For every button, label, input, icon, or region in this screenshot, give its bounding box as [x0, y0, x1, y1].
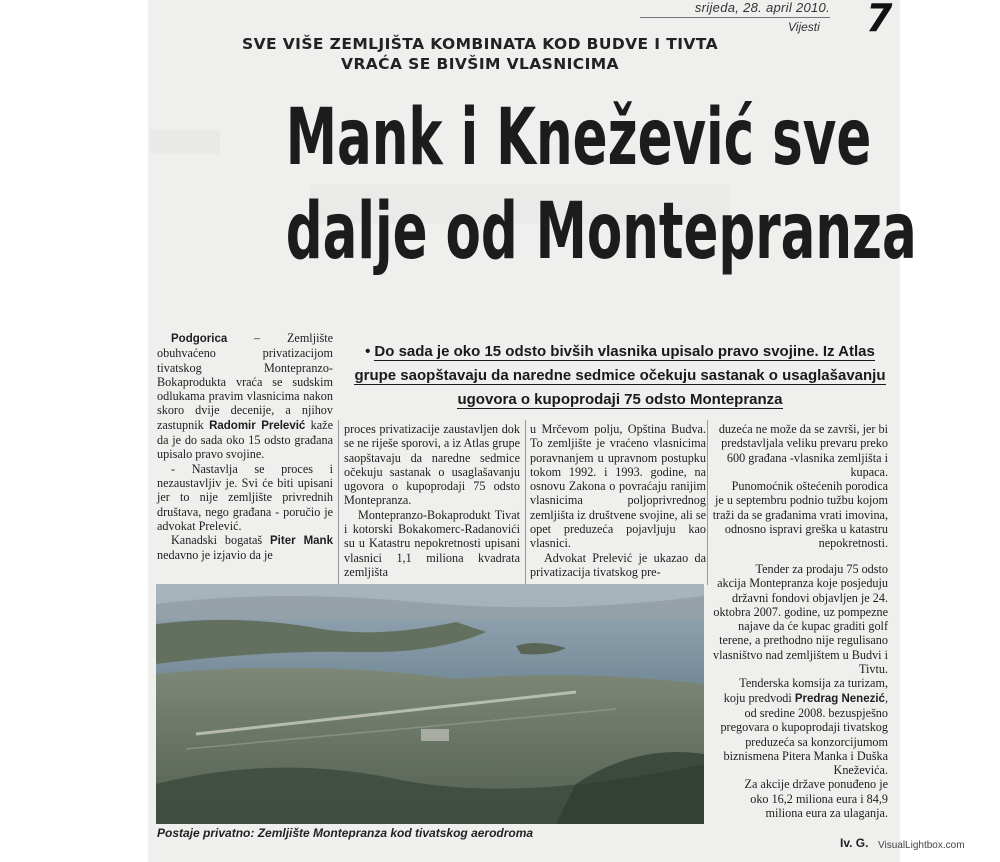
person-name: Piter Mank [270, 535, 333, 548]
paragraph: Montepranzo-Bokaprodukt Tivat i kotorski Bokakomerc-Radanovići su u Katastru nepokretnosti upisani vlasnici 1,1 miliona kvadrata zemljišta [344, 507, 520, 579]
photo-caption: Postaje privatno: Zemljište Montepranza kod tivatskog aerodroma [157, 826, 534, 840]
person-name: Predrag Nenezić [794, 692, 885, 705]
article-column-4 [712, 422, 888, 551]
paragraph: u Mrčevom polju, Opština Budva. To zemljište je vraćeno vlasnicima poravnanjem u upravnom postupku tokom 1992. i 1993. godine, na osnovu Zakona o povraćaju ranijim vlasnicima poljoprivrednog zemljišta iz društvene svojine, ali se opet preduzeća pojavljuju kao vlasnici. [530, 422, 706, 551]
column-rule [525, 420, 526, 585]
page-number: 7 [866, 0, 893, 40]
paragraph: Za akcije države ponuđeno je oko 16,2 miliona eura i 84,9 miliona eura za ulaganja. [744, 777, 888, 821]
paragraph: Punomoćnik oštećenih porodica je u septembru podnio tužbu kojom traži da se građanima vrati imovina, odnosno ispravi greška u katastru nepokretnosti. [712, 479, 888, 551]
paragraph: Advokat Prelević je ukazao da privatizacija tivatskog pre- [530, 550, 706, 579]
background-ghost-print [150, 130, 220, 154]
lead-line-2: grupe saopštavaju da naredne sedmice očekuju sastanak o usaglašavanju [354, 367, 886, 384]
headline-line-1: Mank i Knežević sve [285, 93, 872, 183]
author-signature: Iv. G. [840, 836, 869, 850]
issue-date: srijeda, 28. april 2010. [694, 0, 830, 15]
article-column-1: Podgorica – Zemljište obuhvaćeno privatizacijom tivatskog Montepranzo-Bokaprodukta vraća se sudskim odlukama pravim vlasnicima nakon skoro dvije decenije, a njihov zastupnik Radomir Prelević kaže da je do sada oko 15 odsto građana upisalo pravo svojine. - Nastavlja se proces i nezaustavljiv je. Svi će biti upisani jer to nije zemljište privrednih društava, nego građana - poručio je advokat Prelević. Kanadski bogataš Piter Mank nedavno je izjavio da je [157, 331, 333, 563]
paragraph: proces privatizacije zaustavljen dok se ne riješe sporovi, a iz Atlas grupe saopštavaju da naredne sedmice očekuju sastanak o usaglašavanju ugovora o kupoprodaji 75 odsto Montepranza. [344, 422, 520, 508]
dateline-city: Podgorica [171, 333, 228, 345]
column-rule [338, 420, 339, 585]
article-column-2 [344, 422, 520, 579]
masthead-rule [640, 17, 830, 18]
article-column-4-continued: Tender za prodaju 75 odsto akcija Montepranza koje posjeduju državni fondovi objavljen je 24. oktobra 2007. godine, uz pompezne najave da će kupac graditi golf terene, a prethodno nije regulisano vlasništvo nad zemljištem u Budvi i Tivtu. Tenderska komsija za turizam, koju predvodi Predrag Nenezić, od sredine 2008. bezuspješno pregovara o kupoprodaji tivatskog preduzeća sa konzorcijumom biznismena Pitera Manka i Duška Kneževića. Za akcije države ponuđeno je oko 16,2 miliona eura i 84,9 miliona eura za ulaganja. [710, 562, 888, 820]
kicker-line-2: VRAĆA SE BIVŠIM VLASNICIMA [341, 55, 619, 73]
headline-line-2: dalje od Montepranza [285, 187, 917, 277]
column-rule [707, 420, 708, 585]
article-column-3 [530, 422, 706, 579]
lead-paragraph [340, 340, 900, 412]
paragraph: - Nastavlja se proces i nezaustavljiv je. Svi će biti upisani jer to nije zemljište privrednih društava, nego građana - poručio je advokat Prelević. [157, 461, 333, 533]
kicker-line-1: SVE VIŠE ZEMLJIŠTA KOMBINATA KOD BUDVE I TIVTA [242, 35, 718, 53]
bullet-icon: • [365, 343, 371, 360]
kicker [230, 34, 730, 74]
lead-line-1: Do sada je oko 15 odsto bivših vlasnika upisalo pravo svojine. Iz Atlas [374, 343, 875, 360]
paragraph: Tender za prodaju 75 odsto akcija Montepranza koje posjeduju državni fondovi objavljen je 24. oktobra 2007. godine, uz pompezne najave da će kupac graditi golf terene, a prethodno nije regulisano vlasništvo nad zemljištem u Budvi i Tivtu. [712, 562, 888, 677]
aerial-photo-landscape [156, 584, 704, 824]
lead-line-3: ugovora o kupoprodaji 75 odsto Montepranza [457, 391, 783, 408]
section-name: Vijesti [788, 20, 820, 34]
watermark: VisualLightbox.com [878, 840, 965, 851]
person-name: Radomir Prelević [209, 419, 306, 432]
paragraph: duzeća ne može da se završi, jer bi predstavljala veliku prevaru preko 600 građana -vlasnika zemljišta i kupaca. [718, 422, 888, 479]
aerial-photo [156, 584, 704, 824]
